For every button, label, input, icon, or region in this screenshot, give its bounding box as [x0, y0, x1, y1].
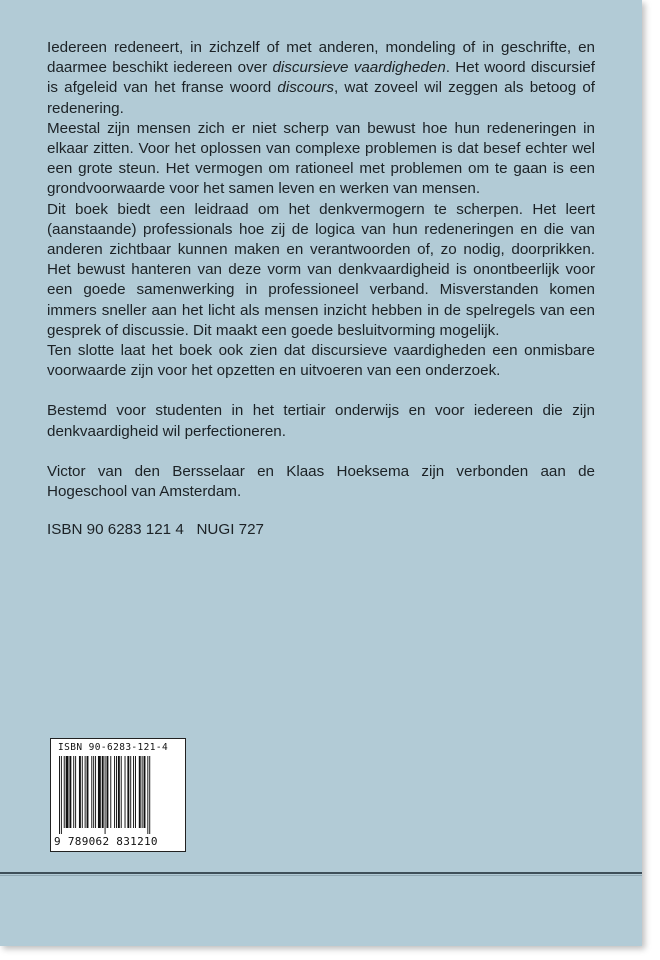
audience-paragraph: Bestemd voor studenten in het tertiair onderwijs en voor iedereen die zijn denkvaardigheid wil perfectioneren.	[47, 402, 595, 440]
bottom-rule	[0, 872, 642, 874]
barcode-bar	[133, 756, 134, 828]
blurb-p1-italic-term: discursieve vaardigheden	[272, 59, 446, 77]
barcode-bar	[110, 756, 111, 828]
barcode-bar	[144, 756, 146, 828]
barcode-label	[50, 738, 186, 852]
bottom-rule-highlight	[0, 875, 642, 876]
barcode-bar	[139, 756, 141, 828]
barcode-bar	[61, 756, 62, 834]
barcode-bar	[69, 756, 71, 828]
barcode-bar	[130, 756, 131, 828]
blurb-paragraph-4: Ten slotte laat het boek ook zien dat discursieve vaardigheden een onmisbare voorwaarde zijn voor het opzetten en uitvoeren van een onderzoek.	[47, 342, 595, 380]
barcode-bar	[79, 756, 81, 828]
barcode-bar	[147, 756, 148, 834]
barcode-isbn-text: ISBN 90-6283-121-4	[58, 742, 169, 753]
blurb-text	[47, 38, 595, 540]
isbn-nugi-line: ISBN 90 6283 121 4 NUGI 727	[47, 521, 264, 539]
barcode-bar	[121, 756, 122, 828]
barcode-bar	[82, 756, 83, 828]
barcode-bar	[125, 756, 126, 828]
blurb-p1-italic-discours: discours	[277, 79, 334, 97]
blurb-p1-text: Iedereen redeneert, in zichzelf of met anderen, mondeling of in geschrifte, en daarmee beschikt iedereen over	[47, 39, 595, 77]
blurb-p1-text-end: , wat zoveel wil zeggen als betoog of redenering.	[47, 79, 595, 117]
barcode-bar	[102, 756, 104, 828]
barcode-bar	[59, 756, 60, 834]
barcode-bar	[85, 756, 86, 828]
barcode-bar	[107, 756, 109, 828]
barcode-bar	[149, 756, 150, 834]
barcode-bar	[127, 756, 129, 828]
barcode-ean-digits: 9 789062 831210	[54, 835, 158, 848]
barcode-bars	[58, 756, 178, 834]
barcode-bar	[118, 756, 120, 828]
barcode-bar	[114, 756, 115, 828]
blurb-paragraph-2: Meestal zijn mensen zich er niet scherp van bewust hoe hun redeneringen in elkaar zitten. Voor het oplossen van complexe problemen is dat besef echter wel een grote steun. Het vermogen om rationeel met problemen om te gaan is een grondvoorwaarde voor het samen leven en werken van mensen.	[47, 119, 595, 198]
barcode-bar	[91, 756, 92, 828]
barcode-bar	[66, 756, 69, 828]
authors-paragraph: Victor van den Bersselaar en Klaas Hoeksema zijn verbonden aan de Hogeschool van Amsterdam.	[47, 462, 595, 501]
barcode-bar	[105, 756, 106, 834]
blurb-p1-text-cont: . Het woord discursief is afgeleid van het franse woord	[47, 59, 596, 97]
barcode-bar	[135, 756, 136, 828]
barcode-bar	[64, 756, 65, 828]
blurb-paragraph-3: Dit boek biedt een leidraad om het denkvermogern te scherpen. Het leert (aanstaande) professionals hoe zij de logica van hun redeneringen en die van anderen zichtbaar kunnen maken en verantwoorden of, zo nodig, doorprikken. Het bewust hanteren van deze vorm van denkvaardigheid is onontbeerlijk voor een goede samenwerking in professioneel verband. Misverstanden komen immers sneller aan het licht als mensen inzicht hebben in de spelregels van een gesprek of discussie. Dit maakt een goede besluitvorming mogelijk.	[47, 200, 595, 339]
barcode-bar	[142, 756, 143, 828]
barcode-bar	[75, 756, 76, 828]
barcode-bar	[73, 756, 74, 828]
barcode-bar	[95, 756, 96, 828]
blurb-paragraph-1	[47, 38, 595, 119]
barcode-bar	[98, 756, 101, 828]
barcode-bar	[93, 756, 94, 828]
barcode-bar	[116, 756, 117, 828]
barcode-bar	[87, 756, 89, 828]
